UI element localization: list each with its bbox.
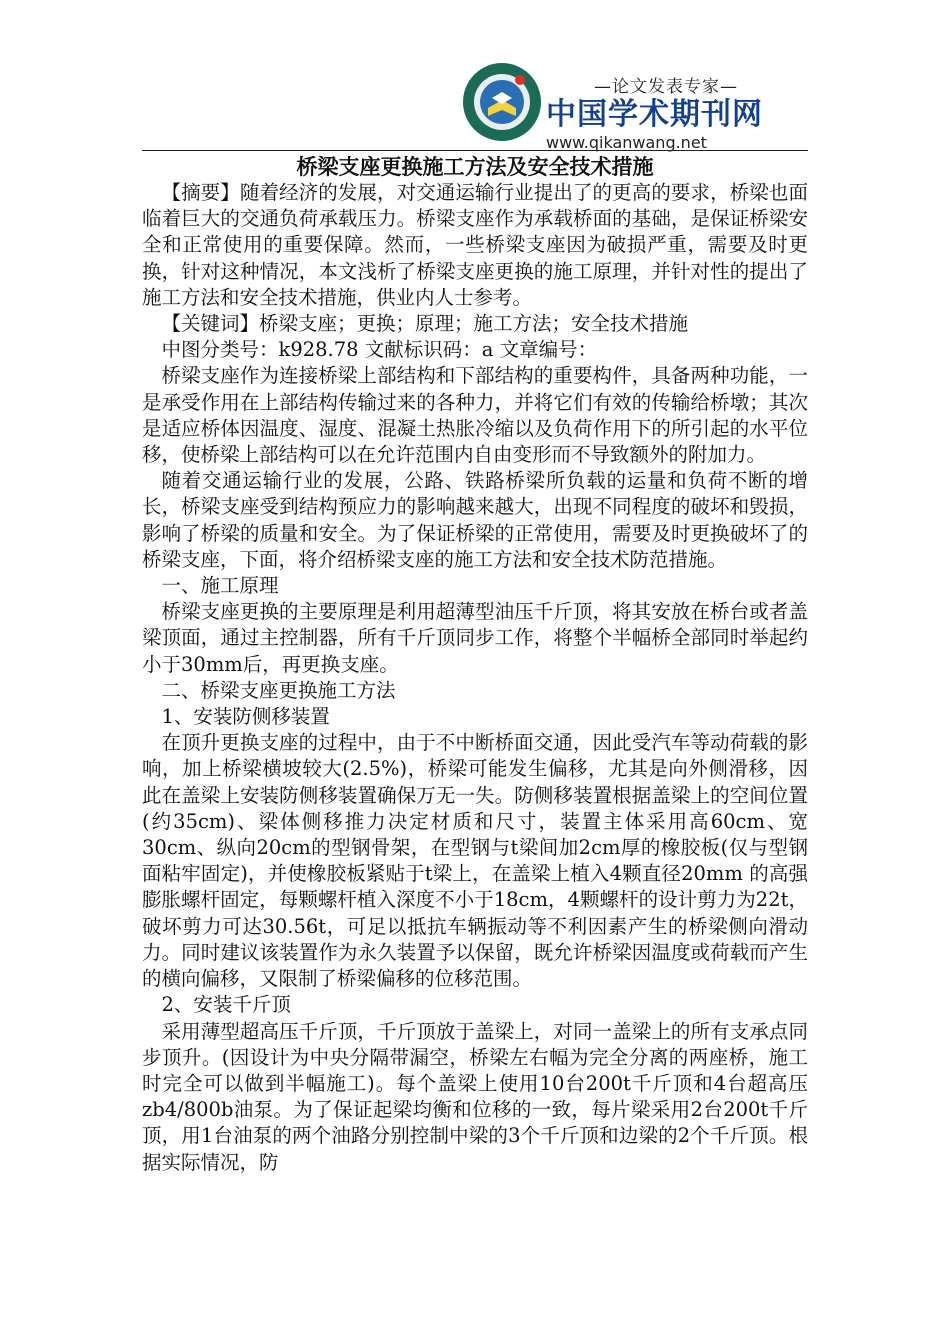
article-title: 桥梁支座更换施工方法及安全技术措施 xyxy=(296,154,654,179)
intro-paragraph-2: 随着交通运输行业的发展，公路、铁路桥梁所负载的运量和负荷不断的增长，桥梁支座受到结构预应力的影响越来越大，出现不同程度的破坏和毁损，影响了桥梁的质量和安全。为了保证桥梁的正常使用，需要及时更换破坏了的桥梁支座，下面，将介绍桥梁支座的施工方法和安全技术防范措施。 xyxy=(142,469,808,571)
abstract-paragraph: 【摘要】随着经济的发展，对交通运输行业提出了的更高的要求，桥梁也面临着巨大的交通负荷承载压力。桥梁支座作为承载桥面的基础，是保证桥梁安全和正常使用的重要保障。然而，一些桥梁支座因为破损严重，需要及时更换，针对这种情况，本文浅析了桥梁支座更换的施工原理，并针对性的提出了施工方法和安全技术措施，供业内人士参考。 xyxy=(142,181,808,309)
journal-logo-icon xyxy=(462,62,542,142)
page-header xyxy=(0,0,950,160)
keywords-line: 【关键词】桥梁支座；更换；原理；施工方法；安全技术措施 xyxy=(161,312,689,336)
intro-paragraph-1: 桥梁支座作为连接桥梁上部结构和下部结构的重要构件，具备两种功能，一是承受作用在上部结构传输过来的各种力，并将它们有效的传输给桥墩；其次是适应桥体因温度、湿度、混凝土热胀冷缩以及负荷作用下的所引起的水平位移，使桥梁上部结构可以在允许范围内自由变形而不导致额外的附加力。 xyxy=(142,364,808,467)
jacks-paragraph: 采用薄型超高压千斤顶，千斤顶放于盖梁上，对同一盖梁上的所有支承点同步顶升。(因设计为中央分隔带漏空，桥梁左右幅为完全分离的两座桥，施工时完全可以做到半幅施工)。每个盖梁上使用10台200t千斤顶和4台超高压zb4/800b油泵。为了保证起梁均衡和位移的一致，每片梁采用2台200t千斤顶，用1台油泵的两个油路分别控制中梁的3个千斤顶和边梁的2个千斤顶。根据实际情况，防 xyxy=(142,1019,808,1174)
classification-line: 中图分类号：k928.78 文献标识码：a 文章编号： xyxy=(161,338,598,362)
article-body xyxy=(142,180,808,1176)
section-heading-methods: 二、桥梁支座更换施工方法 xyxy=(161,678,396,702)
subheading-anti-slip: 1、安装防侧移装置 xyxy=(161,705,330,729)
brand-name: 中国学术期刊网 xyxy=(546,97,763,132)
section-heading-principle: 一、施工原理 xyxy=(161,574,279,598)
brand-block xyxy=(546,72,786,152)
principle-paragraph: 桥梁支座更换的主要原理是利用超薄型油压千斤顶，将其安放在桥台或者盖梁顶面，通过主控制器，所有千斤顶同步工作，将整个半幅桥全部同时举起约小于30mm后，再更换支座。 xyxy=(142,600,808,676)
subheading-jacks: 2、安装千斤顶 xyxy=(161,993,291,1017)
brand-slogan: — 论文发表专家 — xyxy=(546,72,786,97)
anti-slip-paragraph: 在顶升更换支座的过程中，由于不中断桥面交通，因此受汽车等动荷载的影响，加上桥梁横坡较大(2.5%)，桥梁可能发生偏移，尤其是向外侧滑移，因此在盖梁上安装防侧移装置确保万无一失。防侧移装置根据盖梁上的空间位置(约35cm)、梁体侧移推力决定材质和尺寸，装置主体采用高60cm、宽30cm、纵向20cm的型钢骨架，在型钢与t梁间加2cm厚的橡胶板(仅与型钢面粘牢固定)，并使橡胶板紧贴于t梁上，在盖梁上植入4颗直径20mm 的高强膨胀螺杆固定，每颗螺杆植入深度不小于18cm，4颗螺杆的设计剪力为22t，破坏剪力可达30.56t，可足以抵抗车辆振动等不利因素产生的桥梁侧向滑动力。同时建议该装置作为永久装置予以保留，既允许桥梁因温度或荷载而产生的横向偏移，又限制了桥梁偏移的位移范围。 xyxy=(142,731,808,991)
brand-url: www.qikanwang.net xyxy=(546,133,707,152)
